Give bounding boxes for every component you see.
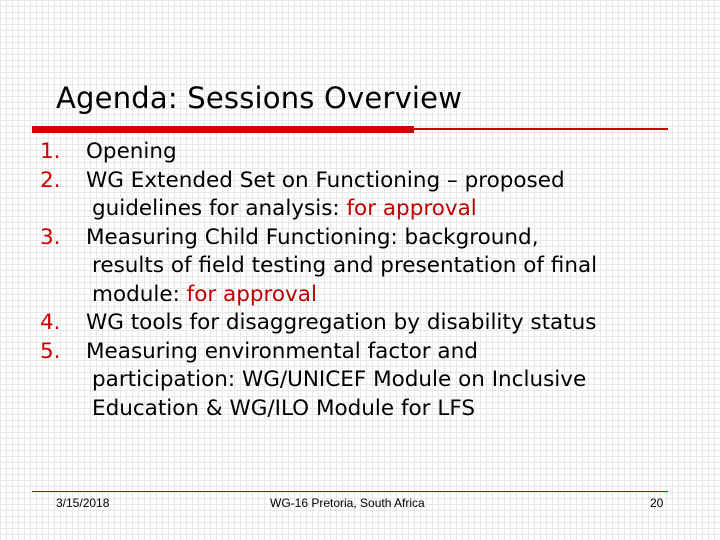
agenda-item-text-continued: results of field testing and presentation of final [92,253,598,278]
agenda-item [40,167,680,224]
agenda-item-text: WG Extended Set on Functioning – proposed [86,167,565,193]
footer-event: WG-16 Pretoria, South Africa [270,496,425,510]
agenda-item-number: 2. [40,167,61,193]
agenda-list [40,138,680,423]
title-rule-thin [414,128,668,130]
agenda-item-text-continued [86,195,680,224]
agenda-item-text: Measuring Child Functioning: background, [86,224,539,250]
footer-rule [32,491,668,492]
title-rule [32,128,668,131]
agenda-item [40,338,680,424]
agenda-item-number: 4. [40,310,61,335]
agenda-item [40,224,680,310]
agenda-item [40,309,680,338]
agenda-item-text: WG tools for disaggregation by disability status [86,310,597,335]
agenda-item-text: Measuring environmental factor and [86,338,478,364]
agenda-item-text: Opening [86,139,177,164]
title-rule-thick [32,126,414,133]
agenda-item-text-continued: Education & WG/ILO Module for LFS [92,395,475,421]
agenda-item-text-segment: guidelines for analysis: [92,196,347,221]
agenda-item-number: 1. [40,139,61,164]
agenda-item-text-continued: participation: WG/UNICEF Module on Inclusive [92,367,587,392]
agenda-item [40,138,680,167]
approval-label: for approval [346,196,477,221]
agenda-item-number: 3. [40,224,61,250]
agenda-item-number: 5. [40,338,61,364]
approval-label: for approval [186,281,317,307]
slide-title: Agenda: Sessions Overview [56,81,463,115]
agenda-item-text-segment: module: [92,281,187,307]
page-number: 20 [650,496,664,510]
footer-date: 3/15/2018 [56,496,110,510]
agenda-item-text-continued [86,281,680,310]
